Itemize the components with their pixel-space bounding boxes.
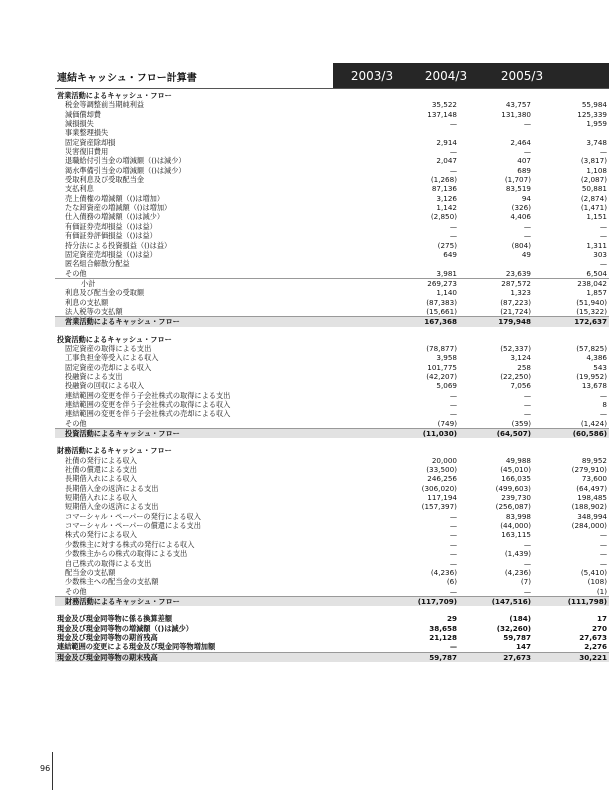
row-label: 短期借入れによる収入 [65, 493, 137, 503]
value-2005-3: (51,940) [576, 297, 607, 307]
value-2004-3: (64,507) [496, 429, 531, 439]
table-row [55, 241, 609, 250]
section-heading [55, 335, 609, 344]
value-2005-3: (15,322) [576, 306, 607, 316]
value-2005-3: (188,902) [571, 502, 607, 512]
year-header-2005: 2005/3 [500, 69, 544, 83]
value-2003-3: (78,877) [426, 343, 457, 353]
value-2004-3: (184) [509, 614, 531, 624]
value-2003-3: 38,658 [429, 623, 457, 633]
table-row [55, 212, 609, 221]
value-2004-3: 83,998 [505, 511, 531, 521]
table-row [55, 400, 609, 409]
value-2005-3: 30,221 [579, 652, 607, 662]
row-label: 利息の支払額 [65, 297, 109, 307]
value-2004-3: (21,724) [500, 306, 531, 316]
value-2005-3: (60,586) [572, 429, 607, 439]
total-row [55, 596, 609, 606]
value-2003-3: 21,128 [429, 632, 457, 642]
value-2005-3: (19,952) [576, 371, 607, 381]
total-row [55, 652, 609, 662]
value-2005-3: (108) [587, 577, 607, 587]
value-2003-3: 3,126 [436, 193, 457, 203]
value-2004-3: — [523, 558, 531, 568]
row-spacer [55, 606, 609, 614]
row-label: 有価証券売却損益（()は益） [65, 221, 157, 231]
table-row [55, 307, 609, 316]
value-2004-3: — [523, 119, 531, 129]
value-2005-3: (1) [596, 586, 607, 596]
value-2003-3: 137,148 [427, 109, 457, 119]
value-2005-3: 4,386 [586, 353, 607, 363]
value-2005-3: 303 [593, 249, 607, 259]
value-2003-3: (749) [437, 418, 457, 428]
value-2003-3: 87,136 [431, 184, 457, 194]
value-2005-3: — [599, 409, 607, 419]
row-label: 投資活動によるキャッシュ・フロー [57, 334, 172, 344]
table-row [55, 231, 609, 240]
value-2005-3: 13,678 [581, 381, 607, 391]
value-2004-3: — [523, 409, 531, 419]
row-label: 現金及び現金同等物に係る換算差額 [57, 614, 173, 624]
value-2004-3: (52,337) [500, 343, 531, 353]
value-2005-3: (5,410) [580, 567, 607, 577]
table-row [55, 456, 609, 465]
row-label: 事業整理損失 [65, 128, 109, 138]
table-row [55, 642, 609, 651]
row-label: 営業活動によるキャッシュ・フロー [57, 91, 172, 100]
table-row [55, 512, 609, 521]
value-2003-3: (275) [437, 240, 457, 250]
value-2005-3: — [599, 539, 607, 549]
table-row [55, 587, 609, 596]
row-label: 法人税等の支払額 [65, 306, 123, 316]
value-2003-3: — [449, 642, 457, 652]
value-2004-3: — [523, 390, 531, 400]
row-label: 現金及び現金同等物の期首残高 [57, 632, 158, 642]
row-label: たな卸資産の増減額（()は増加） [65, 203, 172, 213]
table-row [55, 521, 609, 530]
row-label: 短期借入金の返済による支出 [65, 502, 159, 512]
table-row [55, 259, 609, 268]
value-2004-3: (359) [511, 418, 531, 428]
row-label: 現金及び現金同等物の増減額（()は減少） [57, 623, 193, 633]
value-2004-3: 23,639 [505, 268, 531, 278]
value-2005-3: 27,673 [579, 632, 607, 642]
value-2004-3: 4,406 [510, 212, 531, 222]
row-label: 固定資産の売却による収入 [65, 362, 152, 372]
value-2003-3: — [449, 511, 457, 521]
table-row [55, 128, 609, 137]
value-2004-3: (7) [520, 577, 531, 587]
table-row [55, 288, 609, 297]
row-label: 現金及び現金同等物の期末残高 [57, 652, 158, 662]
row-label: 減価償却費 [65, 109, 101, 119]
row-label: 営業活動によるキャッシュ・フロー [65, 317, 180, 327]
value-2003-3: 3,958 [436, 353, 457, 363]
table-row [55, 484, 609, 493]
value-2004-3: (1,439) [504, 549, 531, 559]
table-row [55, 624, 609, 633]
value-2003-3: (15,661) [426, 306, 457, 316]
row-label: 投資活動によるキャッシュ・フロー [65, 429, 180, 439]
value-2003-3: (306,020) [421, 483, 457, 493]
value-2003-3: — [449, 530, 457, 540]
value-2005-3: 1,151 [586, 212, 607, 222]
value-2004-3: (326) [511, 203, 531, 213]
value-2005-3: 270 [591, 623, 607, 633]
row-label: 投融資の回収による収入 [65, 381, 145, 391]
row-label: 連結範囲の変更を伴う子会社株式の売却による収入 [65, 409, 231, 419]
table-row [55, 577, 609, 586]
value-2005-3: 1,108 [586, 165, 607, 175]
value-2005-3: 348,994 [577, 511, 607, 521]
value-2005-3: 50,881 [581, 184, 607, 194]
value-2003-3: — [449, 549, 457, 559]
value-2005-3: 6,504 [586, 268, 607, 278]
value-2004-3: — [523, 586, 531, 596]
table-row [55, 344, 609, 353]
table-row [55, 203, 609, 212]
row-label: 連結範囲の変更による現金及び現金同等物増加額 [57, 642, 216, 652]
value-2003-3: — [449, 165, 457, 175]
row-label: 利息及び配当金の受取額 [65, 288, 145, 298]
row-label: その他 [65, 268, 87, 278]
page-title: 連結キャッシュ・フロー計算書 [57, 73, 197, 84]
value-2003-3: (2,850) [430, 212, 457, 222]
value-2004-3: 163,115 [501, 530, 531, 540]
value-2003-3: 5,069 [436, 381, 457, 391]
header-divider [55, 88, 609, 89]
value-2003-3: — [449, 586, 457, 596]
value-2005-3: (57,825) [576, 343, 607, 353]
row-label: 少数株主への配当金の支払額 [65, 577, 159, 587]
table-row [55, 250, 609, 259]
value-2003-3: — [449, 400, 457, 409]
table-row [55, 175, 609, 184]
row-label: コマーシャル・ペーパーの発行による収入 [65, 511, 201, 521]
value-2004-3: (804) [511, 240, 531, 250]
value-2003-3: — [449, 558, 457, 568]
value-2003-3: 2,914 [436, 137, 457, 147]
value-2003-3: 167,368 [424, 317, 457, 327]
value-2005-3: 543 [593, 362, 607, 372]
value-2003-3: 246,256 [427, 474, 457, 484]
value-2004-3: (256,087) [495, 502, 531, 512]
row-label: 渇水準備引当金の増減額（()は減少） [65, 165, 186, 175]
value-2004-3: 407 [517, 156, 531, 166]
value-2004-3: 287,572 [501, 278, 531, 288]
row-label: 財務活動によるキャッシュ・フロー [57, 446, 172, 456]
row-spacer [55, 327, 609, 335]
value-2004-3: 7,056 [510, 381, 531, 391]
table-row [55, 409, 609, 418]
value-2005-3: — [599, 530, 607, 540]
value-2003-3: 35,522 [431, 100, 457, 110]
value-2003-3: — [449, 231, 457, 241]
value-2004-3: 689 [517, 165, 531, 175]
value-2004-3: 179,948 [498, 317, 531, 327]
section-heading [55, 446, 609, 455]
value-2005-3: (111,798) [567, 596, 607, 606]
table-row [55, 549, 609, 558]
value-2005-3: 89,952 [581, 455, 607, 465]
value-2005-3: — [599, 231, 607, 241]
row-label: 配当金の支払額 [65, 567, 116, 577]
table-row [55, 147, 609, 156]
value-2005-3: — [599, 549, 607, 559]
value-2003-3: 20,000 [431, 455, 457, 465]
table-row [55, 110, 609, 119]
value-2005-3: (284,000) [571, 521, 607, 531]
value-2005-3: 2,276 [584, 642, 607, 652]
table-row [55, 119, 609, 128]
row-label: 連結範囲の変更を伴う子会社株式の取得による収入 [65, 400, 231, 409]
value-2005-3: — [599, 558, 607, 568]
table-row [55, 184, 609, 193]
row-label: 受取利息及び受取配当金 [65, 175, 145, 185]
value-2004-3: 59,787 [503, 632, 531, 642]
row-label: 少数株主に対する株式の発行による収入 [65, 539, 195, 549]
value-2003-3: 1,142 [436, 203, 457, 213]
value-2003-3: (11,030) [422, 429, 457, 439]
value-2005-3: 73,600 [581, 474, 607, 484]
row-label: 小計 [81, 278, 96, 288]
value-2005-3: 1,959 [586, 119, 607, 129]
value-2004-3: 1,323 [510, 288, 531, 298]
value-2003-3: — [449, 390, 457, 400]
value-2005-3: (279,910) [571, 465, 607, 475]
row-label: 減損損失 [65, 119, 94, 129]
value-2004-3: (1,707) [504, 175, 531, 185]
row-label: コマーシャル・ペーパーの償還による支出 [65, 521, 201, 531]
value-2003-3: (87,383) [426, 297, 457, 307]
value-2003-3: (33,500) [426, 465, 457, 475]
subtotal-row [55, 278, 609, 288]
value-2005-3: — [599, 221, 607, 231]
value-2003-3: 29 [446, 614, 457, 624]
table-row [55, 419, 609, 428]
row-label: 固定資産の取得による支出 [65, 343, 152, 353]
value-2004-3: 49 [521, 249, 531, 259]
table-row [55, 363, 609, 372]
value-2005-3: — [599, 390, 607, 400]
table-row [55, 100, 609, 109]
table-row [55, 381, 609, 390]
value-2003-3: — [449, 409, 457, 419]
value-2004-3: — [523, 231, 531, 241]
row-label: その他 [65, 586, 87, 596]
value-2004-3: 3,124 [510, 353, 531, 363]
value-2003-3: 101,775 [427, 362, 457, 372]
row-label: 長期借入金の返済による支出 [65, 483, 159, 493]
value-2005-3: 172,637 [574, 317, 607, 327]
value-2004-3: 2,464 [510, 137, 531, 147]
value-2005-3: (64,497) [576, 483, 607, 493]
table-row [55, 166, 609, 175]
row-label: 固定資産除却損 [65, 137, 116, 147]
row-label: 財務活動によるキャッシュ・フロー [65, 596, 180, 606]
table-row [55, 559, 609, 568]
row-label: 仕入債務の増減額（()は減少） [65, 212, 165, 222]
value-2005-3: 3,748 [586, 137, 607, 147]
value-2003-3: 117,194 [427, 493, 457, 503]
value-2003-3: 3,981 [436, 268, 457, 278]
value-2005-3: 198,485 [577, 493, 607, 503]
table-row [55, 465, 609, 474]
table-row [55, 353, 609, 362]
table-row [55, 568, 609, 577]
value-2003-3: — [449, 147, 457, 157]
table-row [55, 633, 609, 642]
year-header-2003: 2003/3 [350, 69, 394, 83]
total-row [55, 428, 609, 438]
value-2005-3: — [599, 147, 607, 157]
value-2003-3: (117,709) [417, 596, 457, 606]
value-2003-3: — [449, 521, 457, 531]
table-row [55, 298, 609, 307]
value-2004-3: 49,988 [505, 455, 531, 465]
value-2004-3: — [523, 147, 531, 157]
row-spacer [55, 438, 609, 446]
cash-flow-table [55, 91, 609, 662]
row-label: 長期借入れによる収入 [65, 474, 137, 484]
value-2004-3: — [523, 400, 531, 409]
year-header-2004: 2004/3 [424, 69, 468, 83]
value-2003-3: 269,273 [427, 278, 457, 288]
value-2005-3: (3,817) [580, 156, 607, 166]
value-2003-3: 1,140 [436, 288, 457, 298]
table-row [55, 540, 609, 549]
value-2004-3: (499,603) [495, 483, 531, 493]
value-2003-3: 59,787 [429, 652, 457, 662]
value-2005-3: 1,857 [586, 288, 607, 298]
value-2003-3: (157,397) [421, 502, 457, 512]
value-2004-3: 131,380 [501, 109, 531, 119]
value-2003-3: (42,207) [426, 371, 457, 381]
value-2005-3: 55,984 [581, 100, 607, 110]
value-2005-3: 8 [602, 400, 607, 409]
value-2004-3: 239,730 [501, 493, 531, 503]
value-2004-3: — [523, 539, 531, 549]
value-2003-3: — [449, 539, 457, 549]
row-label: 退職給付引当金の増減額（()は減少） [65, 156, 186, 166]
table-row [55, 156, 609, 165]
value-2003-3: (6) [446, 577, 457, 587]
value-2004-3: 94 [521, 193, 531, 203]
value-2005-3: (2,874) [580, 193, 607, 203]
row-label: 持分法による投資損益（()は益） [65, 240, 172, 250]
value-2004-3: (32,260) [496, 623, 531, 633]
value-2004-3: (87,223) [500, 297, 531, 307]
table-row [55, 372, 609, 381]
value-2004-3: 27,673 [503, 652, 531, 662]
value-2005-3: 17 [596, 614, 607, 624]
row-label: その他 [65, 418, 87, 428]
value-2004-3: — [523, 221, 531, 231]
value-2004-3: (147,516) [491, 596, 531, 606]
table-row [55, 502, 609, 511]
value-2005-3: (1,424) [580, 418, 607, 428]
row-label: 工事負担金等受入による収入 [65, 353, 159, 363]
value-2003-3: 649 [443, 249, 457, 259]
row-label: 有価証券評価損益（()は益） [65, 231, 157, 241]
page-rule [52, 752, 53, 790]
table-row [55, 530, 609, 539]
row-label: 災害復旧費用 [65, 147, 109, 157]
table-row [55, 269, 609, 278]
row-label: 連結範囲の変更を伴う子会社株式の取得による支出 [65, 390, 231, 400]
table-row [55, 474, 609, 483]
row-label: 自己株式の取得による支出 [65, 558, 152, 568]
row-label: 社債の発行による収入 [65, 455, 137, 465]
table-row [55, 194, 609, 203]
value-2005-3: 238,042 [577, 278, 607, 288]
value-2004-3: 258 [517, 362, 531, 372]
value-2003-3: (1,268) [430, 175, 457, 185]
value-2003-3: 2,047 [436, 156, 457, 166]
row-label: 固定資産売却損益（()は益） [65, 249, 157, 259]
row-label: 社債の償還による支出 [65, 465, 137, 475]
row-label: 売上債権の増減額（()は増加） [65, 193, 165, 203]
value-2004-3: 83,519 [505, 184, 531, 194]
row-label: 支払利息 [65, 184, 94, 194]
value-2003-3: — [449, 221, 457, 231]
value-2005-3: — [599, 259, 607, 269]
total-row [55, 316, 609, 326]
value-2004-3: 166,035 [501, 474, 531, 484]
value-2004-3: (22,250) [500, 371, 531, 381]
value-2004-3: (45,010) [500, 465, 531, 475]
value-2004-3: (4,236) [504, 567, 531, 577]
value-2004-3: (44,000) [500, 521, 531, 531]
value-2004-3: 43,757 [505, 100, 531, 110]
row-label: 匿名組合解散分配益 [65, 259, 130, 269]
section-heading [55, 91, 609, 100]
table-row [55, 614, 609, 623]
value-2003-3: — [449, 119, 457, 129]
value-2004-3: 147 [515, 642, 531, 652]
table-row [55, 222, 609, 231]
row-label: 少数株主からの株式の取得による支出 [65, 549, 188, 559]
value-2005-3: 1,311 [586, 240, 607, 250]
page-number: 96 [40, 764, 51, 773]
table-row [55, 493, 609, 502]
value-2005-3: 125,339 [577, 109, 607, 119]
row-label: 税金等調整前当期純利益 [65, 100, 145, 110]
value-2003-3: (4,236) [430, 567, 457, 577]
value-2005-3: (2,087) [580, 175, 607, 185]
row-label: 投融資による支出 [65, 371, 123, 381]
row-label: 株式の発行による収入 [65, 530, 137, 540]
value-2005-3: (1,471) [580, 203, 607, 213]
table-row [55, 391, 609, 400]
table-row [55, 138, 609, 147]
